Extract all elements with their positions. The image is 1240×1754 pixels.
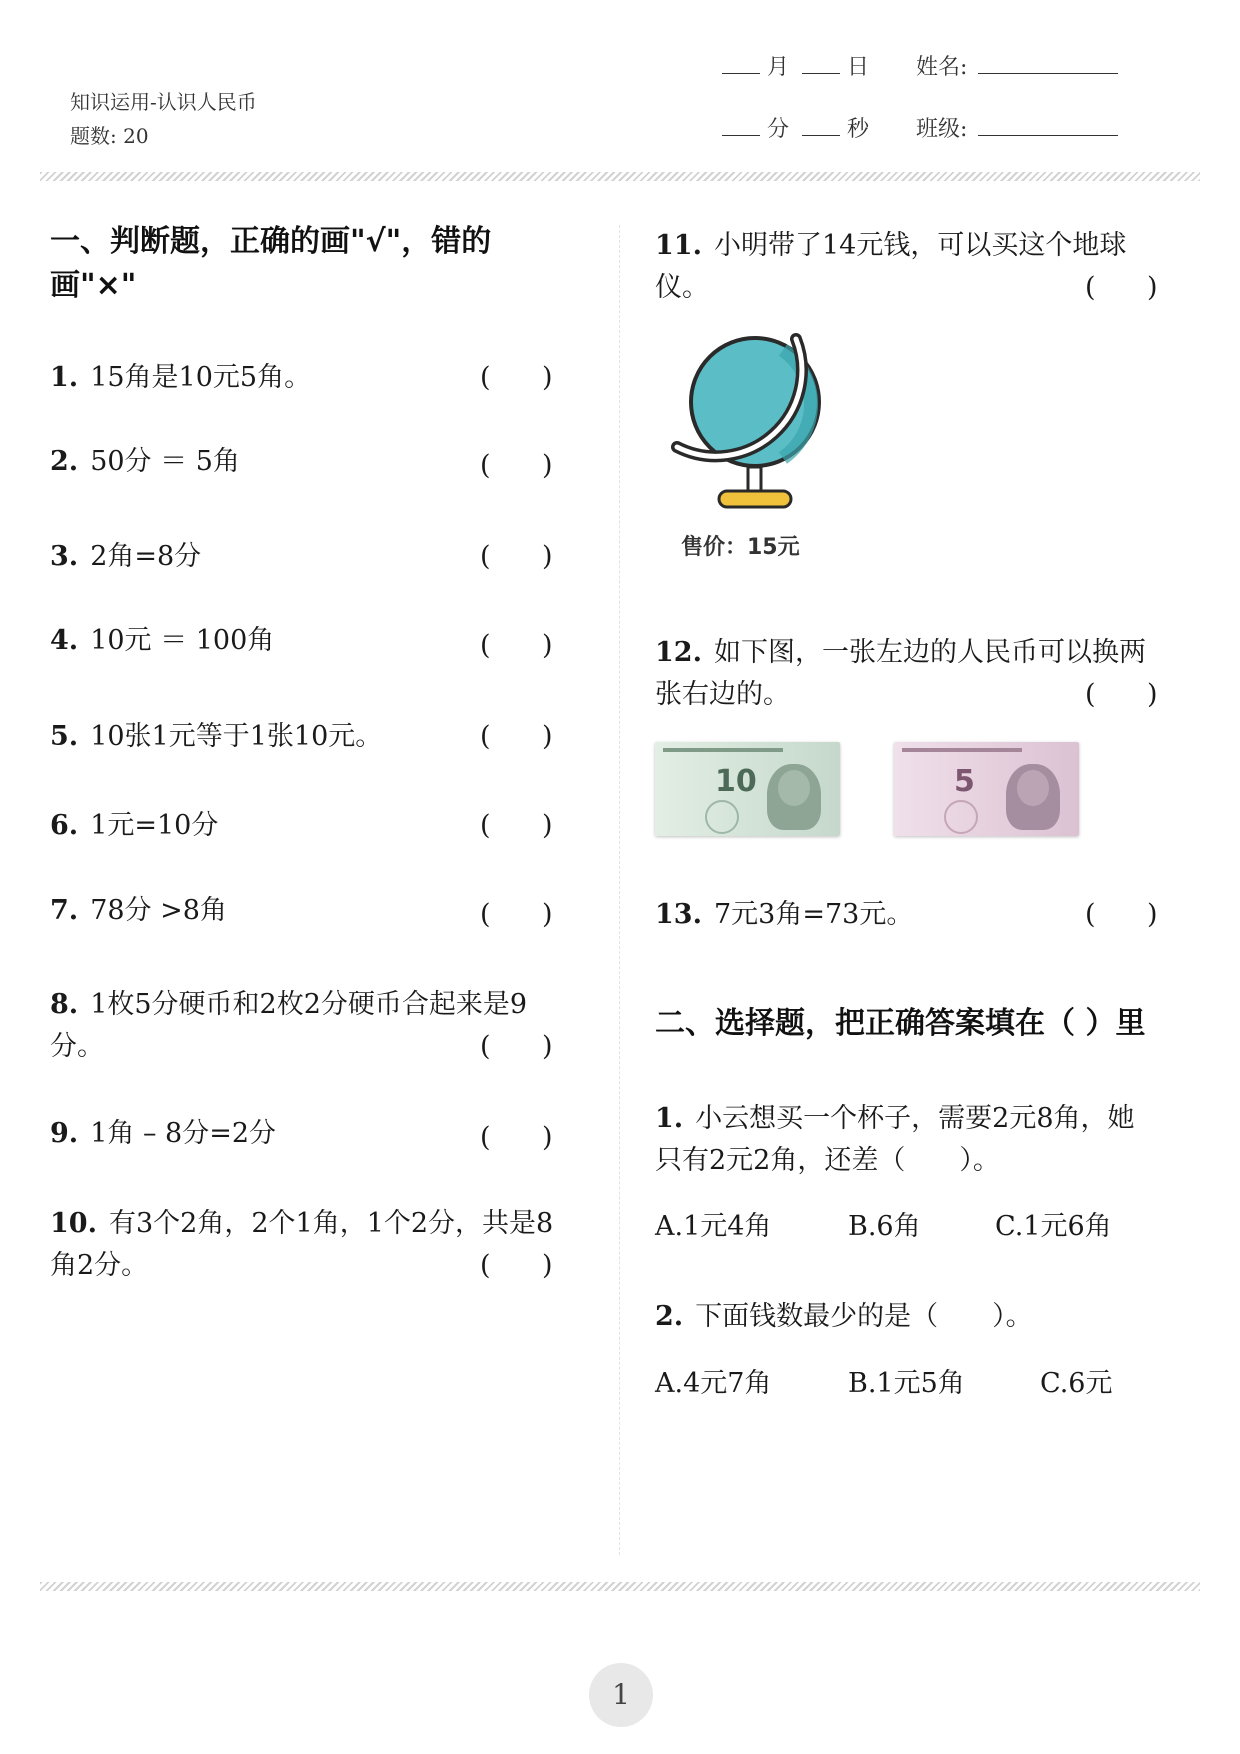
time-fields: [722, 112, 869, 143]
answer-paren-3[interactable]: ( ): [480, 541, 553, 572]
answer-paren-9[interactable]: ( ): [480, 1122, 553, 1153]
question-11-line2: 仪。: [655, 272, 709, 303]
question-text: 有3个2角，2个1角，1个2分，共是8: [108, 1208, 554, 1239]
question-8: 8. 1枚5分硬币和2枚2分硬币合起来是9: [50, 989, 528, 1020]
answer-paren-5[interactable]: ( ): [480, 721, 553, 752]
choice-2-option-a[interactable]: A.4元7角: [655, 1368, 772, 1399]
answer-paren-7[interactable]: ( ): [480, 899, 553, 930]
question-text[interactable]: 下面钱数最少的是（ ）。: [695, 1301, 1033, 1332]
question-text: 如下图，一张左边的人民币可以换两: [713, 637, 1146, 668]
section2-title: 二、选择题，把正确答案填在（ ）里: [655, 1006, 1146, 1041]
answer-paren-6[interactable]: ( ): [480, 810, 553, 841]
answer-paren-13[interactable]: ( ): [1085, 899, 1158, 930]
choice-2-option-b[interactable]: B.1元5角: [848, 1368, 965, 1399]
section1-title-line1: 一、判断题，正确的画"√"，错的: [50, 224, 492, 259]
second-blank[interactable]: [802, 115, 840, 136]
name-label: 姓名:: [916, 55, 968, 80]
class-label: 班级:: [916, 117, 968, 142]
choice-question-1-line2[interactable]: 只有2元2角，还差（ ）。: [655, 1145, 1000, 1176]
question-5: 5. 10张1元等于1张10元。: [50, 721, 383, 752]
question-10: 10. 有3个2角，2个1角，1个2分，共是8: [50, 1208, 554, 1239]
question-text: 小云想买一个杯子，需要2元8角，她: [695, 1103, 1135, 1134]
question-12: 12. 如下图，一张左边的人民币可以换两: [655, 637, 1146, 668]
month-label: 月: [767, 55, 790, 80]
question-7: 7. 78分 >8角: [50, 895, 227, 926]
question-count: 题数: 20: [70, 124, 149, 148]
choice-1-option-c[interactable]: C.1元6角: [995, 1211, 1112, 1242]
month-blank[interactable]: [722, 53, 760, 74]
answer-paren-10[interactable]: ( ): [480, 1250, 553, 1281]
choice-question-2: 2. 下面钱数最少的是（ ）。: [655, 1301, 1033, 1332]
question-4: 4. 10元 ＝ 100角: [50, 625, 275, 656]
question-10-line2: 角2分。: [50, 1250, 149, 1281]
choice-2-option-c[interactable]: C.6元: [1040, 1368, 1113, 1399]
question-9: 9. 1角 – 8分=2分: [50, 1118, 277, 1149]
choice-question-1: 1. 小云想买一个杯子，需要2元8角，她: [655, 1103, 1135, 1134]
question-text: 15角是10元5角。: [90, 362, 312, 393]
class-field: [916, 112, 1118, 143]
name-blank[interactable]: [978, 53, 1118, 74]
answer-paren-2[interactable]: ( ): [480, 450, 553, 481]
question-text: 2角=8分: [90, 541, 202, 572]
banknote-5-value: 5: [954, 764, 975, 799]
page-number: 1: [589, 1663, 653, 1727]
minute-blank[interactable]: [722, 115, 760, 136]
question-text: 1角 – 8分=2分: [90, 1118, 277, 1149]
day-label: 日: [847, 55, 870, 80]
name-field: [916, 50, 1118, 81]
choice-1-option-a[interactable]: A.1元4角: [655, 1211, 772, 1242]
banknote-10-icon: [655, 742, 840, 836]
worksheet-title: 知识运用-认识人民币: [70, 90, 257, 114]
question-text: 小明带了14元钱，可以买这个地球: [713, 230, 1127, 261]
day-blank[interactable]: [802, 53, 840, 74]
question-text: 10张1元等于1张10元。: [90, 721, 383, 752]
second-label: 秒: [847, 117, 870, 142]
question-text: 78分 >8角: [90, 895, 227, 926]
question-2: 2. 50分 ＝ 5角: [50, 446, 240, 477]
choice-1-option-b[interactable]: B.6角: [848, 1211, 921, 1242]
answer-paren-4[interactable]: ( ): [480, 630, 553, 661]
question-text: 7元3角=73元。: [713, 899, 914, 930]
question-text: 1元=10分: [90, 810, 219, 841]
answer-paren-8[interactable]: ( ): [480, 1031, 553, 1062]
banknote-5-icon: [894, 742, 1079, 836]
answer-paren-12[interactable]: ( ): [1085, 679, 1158, 710]
footer-divider: [40, 1582, 1200, 1591]
date-fields: [722, 50, 869, 81]
answer-paren-1[interactable]: ( ): [480, 362, 553, 393]
header-divider: [40, 172, 1200, 181]
banknote-10-value: 10: [715, 764, 757, 799]
section1-title-line2: 画"×": [50, 268, 137, 303]
question-text: 1枚5分硬币和2枚2分硬币合起来是9: [90, 989, 528, 1020]
question-text: 10元 ＝ 100角: [90, 625, 275, 656]
question-8-line2: 分。: [50, 1031, 104, 1062]
globe-icon: [665, 325, 840, 525]
question-text: 50分 ＝ 5角: [90, 446, 240, 477]
globe-price: 售价：15元: [681, 535, 800, 560]
question-12-line2: 张右边的。: [655, 679, 790, 710]
question-6: 6. 1元=10分: [50, 810, 219, 841]
answer-paren-11[interactable]: ( ): [1085, 272, 1158, 303]
class-blank[interactable]: [978, 115, 1118, 136]
question-1: 1. 15角是10元5角。: [50, 362, 312, 393]
question-13: 13. 7元3角=73元。: [655, 899, 914, 930]
column-divider: [619, 225, 620, 1555]
question-3: 3. 2角=8分: [50, 541, 202, 572]
minute-label: 分: [767, 117, 790, 142]
question-11: 11. 小明带了14元钱，可以买这个地球: [655, 230, 1127, 261]
